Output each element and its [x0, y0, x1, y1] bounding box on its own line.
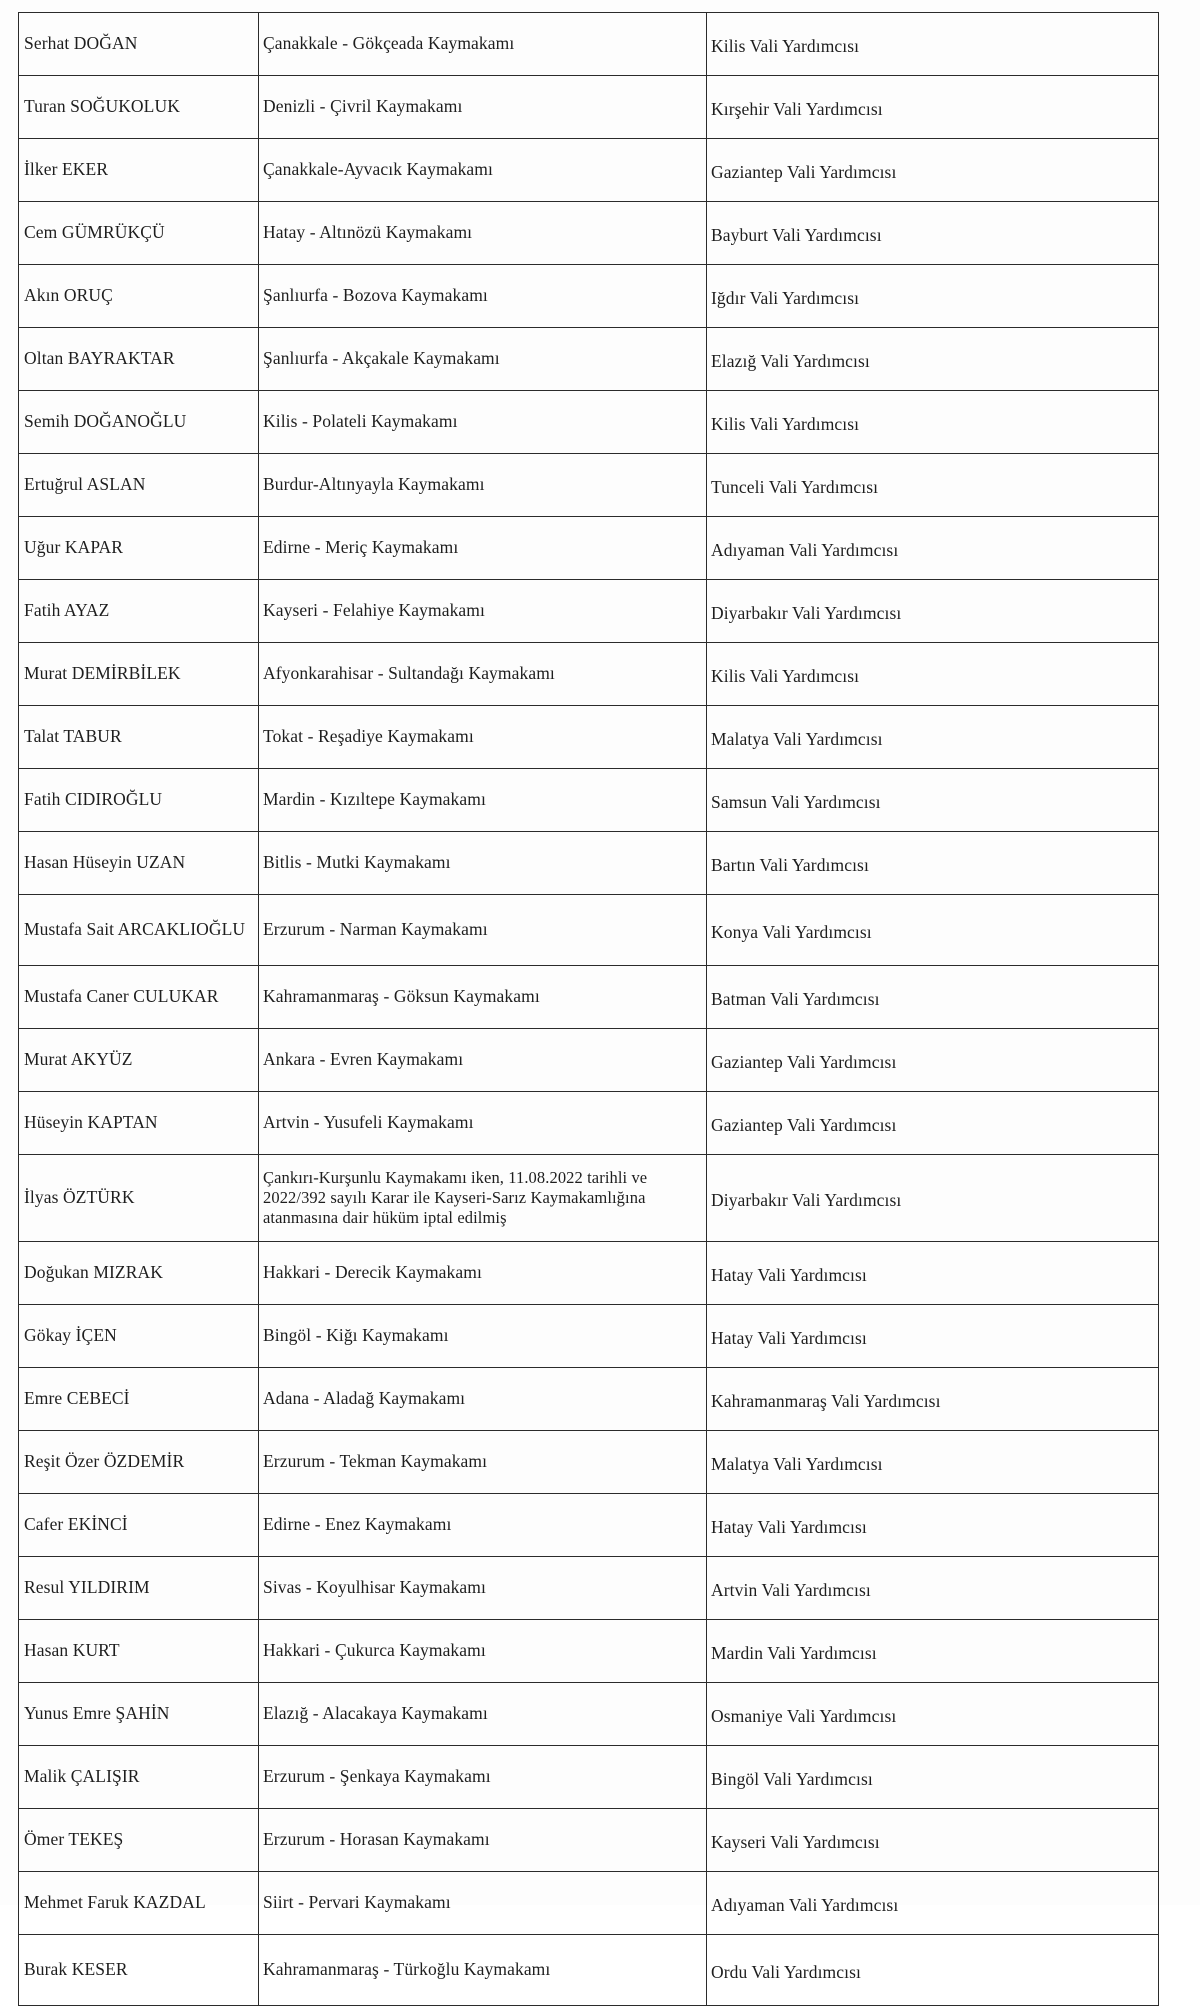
current-post-cell: Siirt - Pervari Kaymakamı	[259, 1872, 707, 1935]
name-cell: Fatih AYAZ	[19, 580, 259, 643]
table-row	[19, 643, 1159, 706]
table-row	[19, 202, 1159, 265]
current-post-cell: Erzurum - Narman Kaymakamı	[259, 895, 707, 966]
table-row	[19, 966, 1159, 1029]
name-cell: Cem GÜMRÜKÇÜ	[19, 202, 259, 265]
name-cell: Hasan KURT	[19, 1620, 259, 1683]
name-cell: Murat AKYÜZ	[19, 1029, 259, 1092]
current-post-cell: Bitlis - Mutki Kaymakamı	[259, 832, 707, 895]
current-post-cell: Mardin - Kızıltepe Kaymakamı	[259, 769, 707, 832]
name-cell: Oltan BAYRAKTAR	[19, 328, 259, 391]
name-cell: Uğur KAPAR	[19, 517, 259, 580]
new-assignment-cell: Tunceli Vali Yardımcısı	[707, 454, 1159, 517]
new-assignment-cell: Batman Vali Yardımcısı	[707, 966, 1159, 1029]
new-assignment-cell: Hatay Vali Yardımcısı	[707, 1494, 1159, 1557]
table-row	[19, 832, 1159, 895]
table-row	[19, 454, 1159, 517]
name-cell: Semih DOĞANOĞLU	[19, 391, 259, 454]
name-cell: Hüseyin KAPTAN	[19, 1092, 259, 1155]
new-assignment-cell: Malatya Vali Yardımcısı	[707, 1431, 1159, 1494]
name-cell: Turan SOĞUKOLUK	[19, 76, 259, 139]
table-row	[19, 1683, 1159, 1746]
name-cell: İlyas ÖZTÜRK	[19, 1155, 259, 1242]
new-assignment-cell: Bayburt Vali Yardımcısı	[707, 202, 1159, 265]
table-row	[19, 265, 1159, 328]
table-row	[19, 1305, 1159, 1368]
name-cell: Yunus Emre ŞAHİN	[19, 1683, 259, 1746]
table-row	[19, 895, 1159, 966]
current-post-cell: Edirne - Enez Kaymakamı	[259, 1494, 707, 1557]
name-cell: Hasan Hüseyin UZAN	[19, 832, 259, 895]
new-assignment-cell: Artvin Vali Yardımcısı	[707, 1557, 1159, 1620]
current-post-cell: Şanlıurfa - Bozova Kaymakamı	[259, 265, 707, 328]
new-assignment-cell: Diyarbakır Vali Yardımcısı	[707, 580, 1159, 643]
new-assignment-cell: Gaziantep Vali Yardımcısı	[707, 139, 1159, 202]
current-post-cell: Çanakkale-Ayvacık Kaymakamı	[259, 139, 707, 202]
current-post-cell: Afyonkarahisar - Sultandağı Kaymakamı	[259, 643, 707, 706]
table-row	[19, 517, 1159, 580]
current-post-cell: Erzurum - Tekman Kaymakamı	[259, 1431, 707, 1494]
current-post-cell: Artvin - Yusufeli Kaymakamı	[259, 1092, 707, 1155]
current-post-cell: Erzurum - Horasan Kaymakamı	[259, 1809, 707, 1872]
table-row	[19, 1029, 1159, 1092]
current-post-cell: Denizli - Çivril Kaymakamı	[259, 76, 707, 139]
table-row	[19, 1494, 1159, 1557]
appointments-table-body	[19, 13, 1159, 2006]
name-cell: Resul YILDIRIM	[19, 1557, 259, 1620]
name-cell: Mustafa Sait ARCAKLIOĞLU	[19, 895, 259, 966]
new-assignment-cell: Malatya Vali Yardımcısı	[707, 706, 1159, 769]
new-assignment-cell: Adıyaman Vali Yardımcısı	[707, 1872, 1159, 1935]
table-row	[19, 139, 1159, 202]
current-post-cell: Burdur-Altınyayla Kaymakamı	[259, 454, 707, 517]
name-cell: Ertuğrul ASLAN	[19, 454, 259, 517]
table-row	[19, 1620, 1159, 1683]
table-row	[19, 1746, 1159, 1809]
name-cell: İlker EKER	[19, 139, 259, 202]
table-row	[19, 769, 1159, 832]
new-assignment-cell: Elazığ Vali Yardımcısı	[707, 328, 1159, 391]
name-cell: Malik ÇALIŞIR	[19, 1746, 259, 1809]
new-assignment-cell: Mardin Vali Yardımcısı	[707, 1620, 1159, 1683]
table-row	[19, 1809, 1159, 1872]
new-assignment-cell: Bingöl Vali Yardımcısı	[707, 1746, 1159, 1809]
name-cell: Murat DEMİRBİLEK	[19, 643, 259, 706]
name-cell: Reşit Özer ÖZDEMİR	[19, 1431, 259, 1494]
current-post-cell: Şanlıurfa - Akçakale Kaymakamı	[259, 328, 707, 391]
new-assignment-cell: Adıyaman Vali Yardımcısı	[707, 517, 1159, 580]
table-row	[19, 76, 1159, 139]
current-post-cell: Kahramanmaraş - Göksun Kaymakamı	[259, 966, 707, 1029]
table-row	[19, 1242, 1159, 1305]
name-cell: Mehmet Faruk KAZDAL	[19, 1872, 259, 1935]
table-row	[19, 328, 1159, 391]
name-cell: Doğukan MIZRAK	[19, 1242, 259, 1305]
current-post-cell: Çanakkale - Gökçeada Kaymakamı	[259, 13, 707, 76]
current-post-cell: Ankara - Evren Kaymakamı	[259, 1029, 707, 1092]
name-cell: Gökay İÇEN	[19, 1305, 259, 1368]
new-assignment-cell: Diyarbakır Vali Yardımcısı	[707, 1155, 1159, 1242]
appointments-table	[18, 12, 1159, 2006]
new-assignment-cell: Hatay Vali Yardımcısı	[707, 1305, 1159, 1368]
current-post-cell: Hakkari - Çukurca Kaymakamı	[259, 1620, 707, 1683]
table-row	[19, 580, 1159, 643]
name-cell: Ömer TEKEŞ	[19, 1809, 259, 1872]
new-assignment-cell: Kilis Vali Yardımcısı	[707, 643, 1159, 706]
name-cell: Talat TABUR	[19, 706, 259, 769]
current-post-cell: Edirne - Meriç Kaymakamı	[259, 517, 707, 580]
table-row	[19, 1368, 1159, 1431]
table-row	[19, 391, 1159, 454]
current-post-cell: Tokat - Reşadiye Kaymakamı	[259, 706, 707, 769]
new-assignment-cell: Kilis Vali Yardımcısı	[707, 13, 1159, 76]
new-assignment-cell: Gaziantep Vali Yardımcısı	[707, 1092, 1159, 1155]
new-assignment-cell: Kahramanmaraş Vali Yardımcısı	[707, 1368, 1159, 1431]
new-assignment-cell: Kırşehir Vali Yardımcısı	[707, 76, 1159, 139]
current-post-cell: Hakkari - Derecik Kaymakamı	[259, 1242, 707, 1305]
current-post-cell: Erzurum - Şenkaya Kaymakamı	[259, 1746, 707, 1809]
new-assignment-cell: Gaziantep Vali Yardımcısı	[707, 1029, 1159, 1092]
new-assignment-cell: Osmaniye Vali Yardımcısı	[707, 1683, 1159, 1746]
current-post-cell: Adana - Aladağ Kaymakamı	[259, 1368, 707, 1431]
current-post-cell: Sivas - Koyulhisar Kaymakamı	[259, 1557, 707, 1620]
table-row	[19, 1557, 1159, 1620]
current-post-cell: Kayseri - Felahiye Kaymakamı	[259, 580, 707, 643]
current-post-cell: Kilis - Polateli Kaymakamı	[259, 391, 707, 454]
table-row	[19, 13, 1159, 76]
table-row	[19, 1092, 1159, 1155]
new-assignment-cell: Kayseri Vali Yardımcısı	[707, 1809, 1159, 1872]
name-cell: Serhat DOĞAN	[19, 13, 259, 76]
new-assignment-cell: Kilis Vali Yardımcısı	[707, 391, 1159, 454]
new-assignment-cell: Konya Vali Yardımcısı	[707, 895, 1159, 966]
name-cell: Akın ORUÇ	[19, 265, 259, 328]
new-assignment-cell: Ordu Vali Yardımcısı	[707, 1935, 1159, 2006]
table-row	[19, 1431, 1159, 1494]
current-post-cell: Hatay - Altınözü Kaymakamı	[259, 202, 707, 265]
new-assignment-cell: Iğdır Vali Yardımcısı	[707, 265, 1159, 328]
table-row	[19, 1155, 1159, 1242]
name-cell: Emre CEBECİ	[19, 1368, 259, 1431]
table-row	[19, 1872, 1159, 1935]
name-cell: Mustafa Caner CULUKAR	[19, 966, 259, 1029]
new-assignment-cell: Hatay Vali Yardımcısı	[707, 1242, 1159, 1305]
new-assignment-cell: Bartın Vali Yardımcısı	[707, 832, 1159, 895]
table-row	[19, 1935, 1159, 2006]
current-post-cell: Elazığ - Alacakaya Kaymakamı	[259, 1683, 707, 1746]
table-row	[19, 706, 1159, 769]
current-post-cell: Kahramanmaraş - Türkoğlu Kaymakamı	[259, 1935, 707, 2006]
name-cell: Burak KESER	[19, 1935, 259, 2006]
current-post-cell: Bingöl - Kiğı Kaymakamı	[259, 1305, 707, 1368]
name-cell: Fatih CIDIROĞLU	[19, 769, 259, 832]
current-post-cell: Çankırı-Kurşunlu Kaymakamı iken, 11.08.2022 tarihli ve 2022/392 sayılı Karar ile Kayseri-Sarız Kaymakamlığına atanmasına dair hüküm iptal edilmiş	[259, 1155, 707, 1242]
new-assignment-cell: Samsun Vali Yardımcısı	[707, 769, 1159, 832]
name-cell: Cafer EKİNCİ	[19, 1494, 259, 1557]
